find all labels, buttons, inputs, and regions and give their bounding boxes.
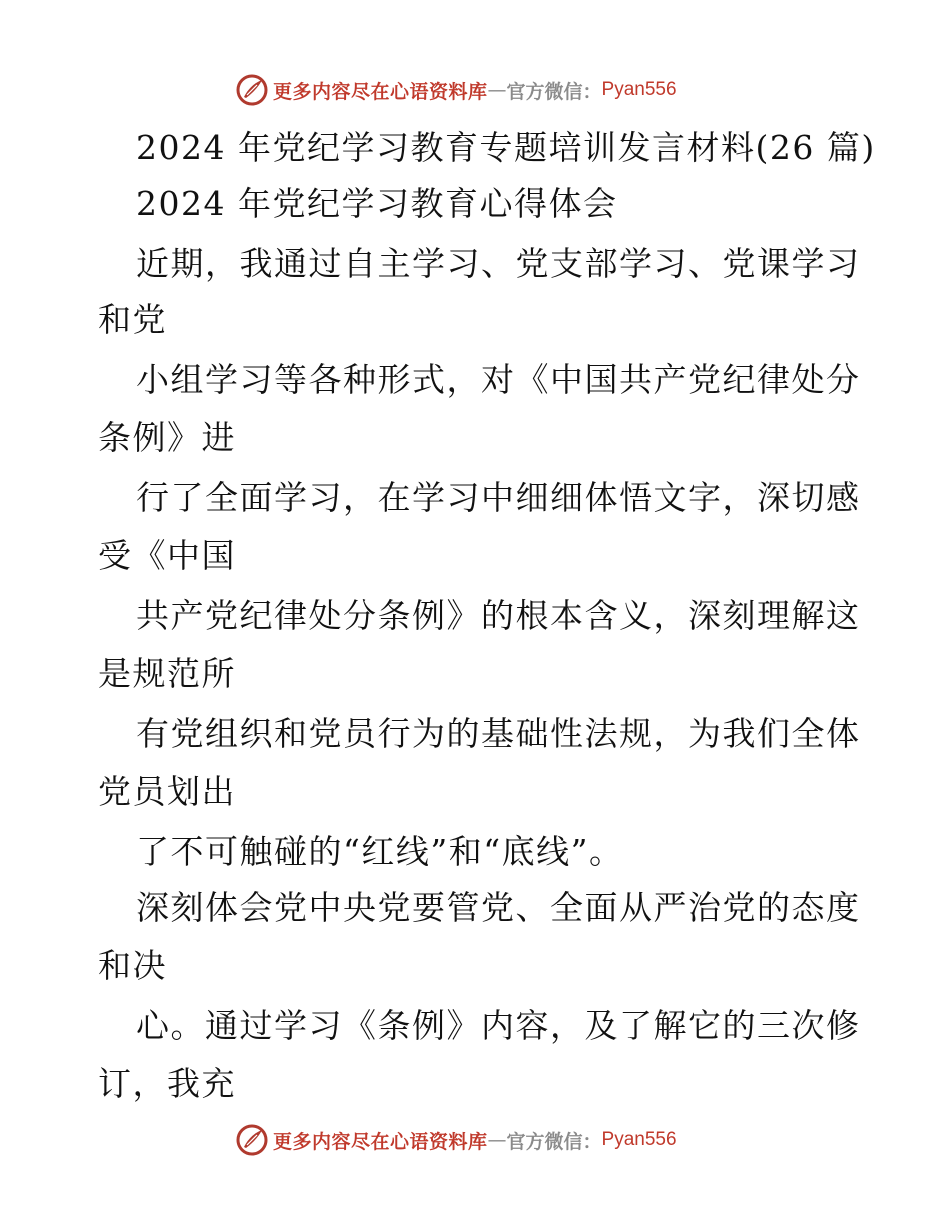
red-quill-emblem-icon bbox=[235, 73, 269, 107]
banner-wechat-label: 官方微信： bbox=[506, 80, 602, 103]
banner-wechat-id: Pyan556 bbox=[601, 1129, 677, 1150]
document-title: 2024 年党纪学习教育专题培训发言材料(26 篇) bbox=[136, 128, 876, 167]
footer-banner[interactable] bbox=[235, 1122, 677, 1158]
body-line: 共产党纪律处分条例》的根本含义，深刻理解这 bbox=[136, 596, 861, 635]
body-line: 深刻体会党中央党要管党、全面从严治党的态度 bbox=[136, 888, 861, 927]
banner-brand-text: 更多内容尽在心语资料库 bbox=[273, 1130, 488, 1153]
red-quill-emblem-icon bbox=[235, 1123, 269, 1157]
body-line: 党员划出 bbox=[98, 772, 236, 811]
body-line: 受《中国 bbox=[98, 536, 236, 575]
header-banner[interactable] bbox=[235, 72, 677, 108]
body-line: 行了全面学习，在学习中细细体悟文字，深切感 bbox=[136, 478, 861, 517]
banner-brand-text: 更多内容尽在心语资料库 bbox=[273, 80, 488, 103]
body-line: 近期，我通过自主学习、党支部学习、党课学习 bbox=[136, 244, 861, 283]
banner-wechat-id: Pyan556 bbox=[601, 79, 677, 100]
banner-wechat-label: 官方微信： bbox=[506, 1130, 602, 1153]
body-line: 了不可触碰的“红线”和“底线”。 bbox=[136, 832, 624, 871]
body-line: 和决 bbox=[98, 946, 167, 985]
body-line: 是规范所 bbox=[98, 654, 236, 693]
banner-separator: — bbox=[487, 79, 507, 101]
body-line: 和党 bbox=[98, 300, 167, 339]
body-line: 小组学习等各种形式，对《中国共产党纪律处分 bbox=[136, 360, 861, 399]
document-subtitle: 2024 年党纪学习教育心得体会 bbox=[136, 184, 618, 223]
body-line: 心。通过学习《条例》内容，及了解它的三次修 bbox=[136, 1006, 861, 1045]
body-line: 有党组织和党员行为的基础性法规，为我们全体 bbox=[136, 714, 861, 753]
banner-separator: — bbox=[487, 1129, 507, 1151]
body-line: 条例》进 bbox=[98, 418, 236, 457]
body-line: 订，我充 bbox=[98, 1064, 236, 1103]
